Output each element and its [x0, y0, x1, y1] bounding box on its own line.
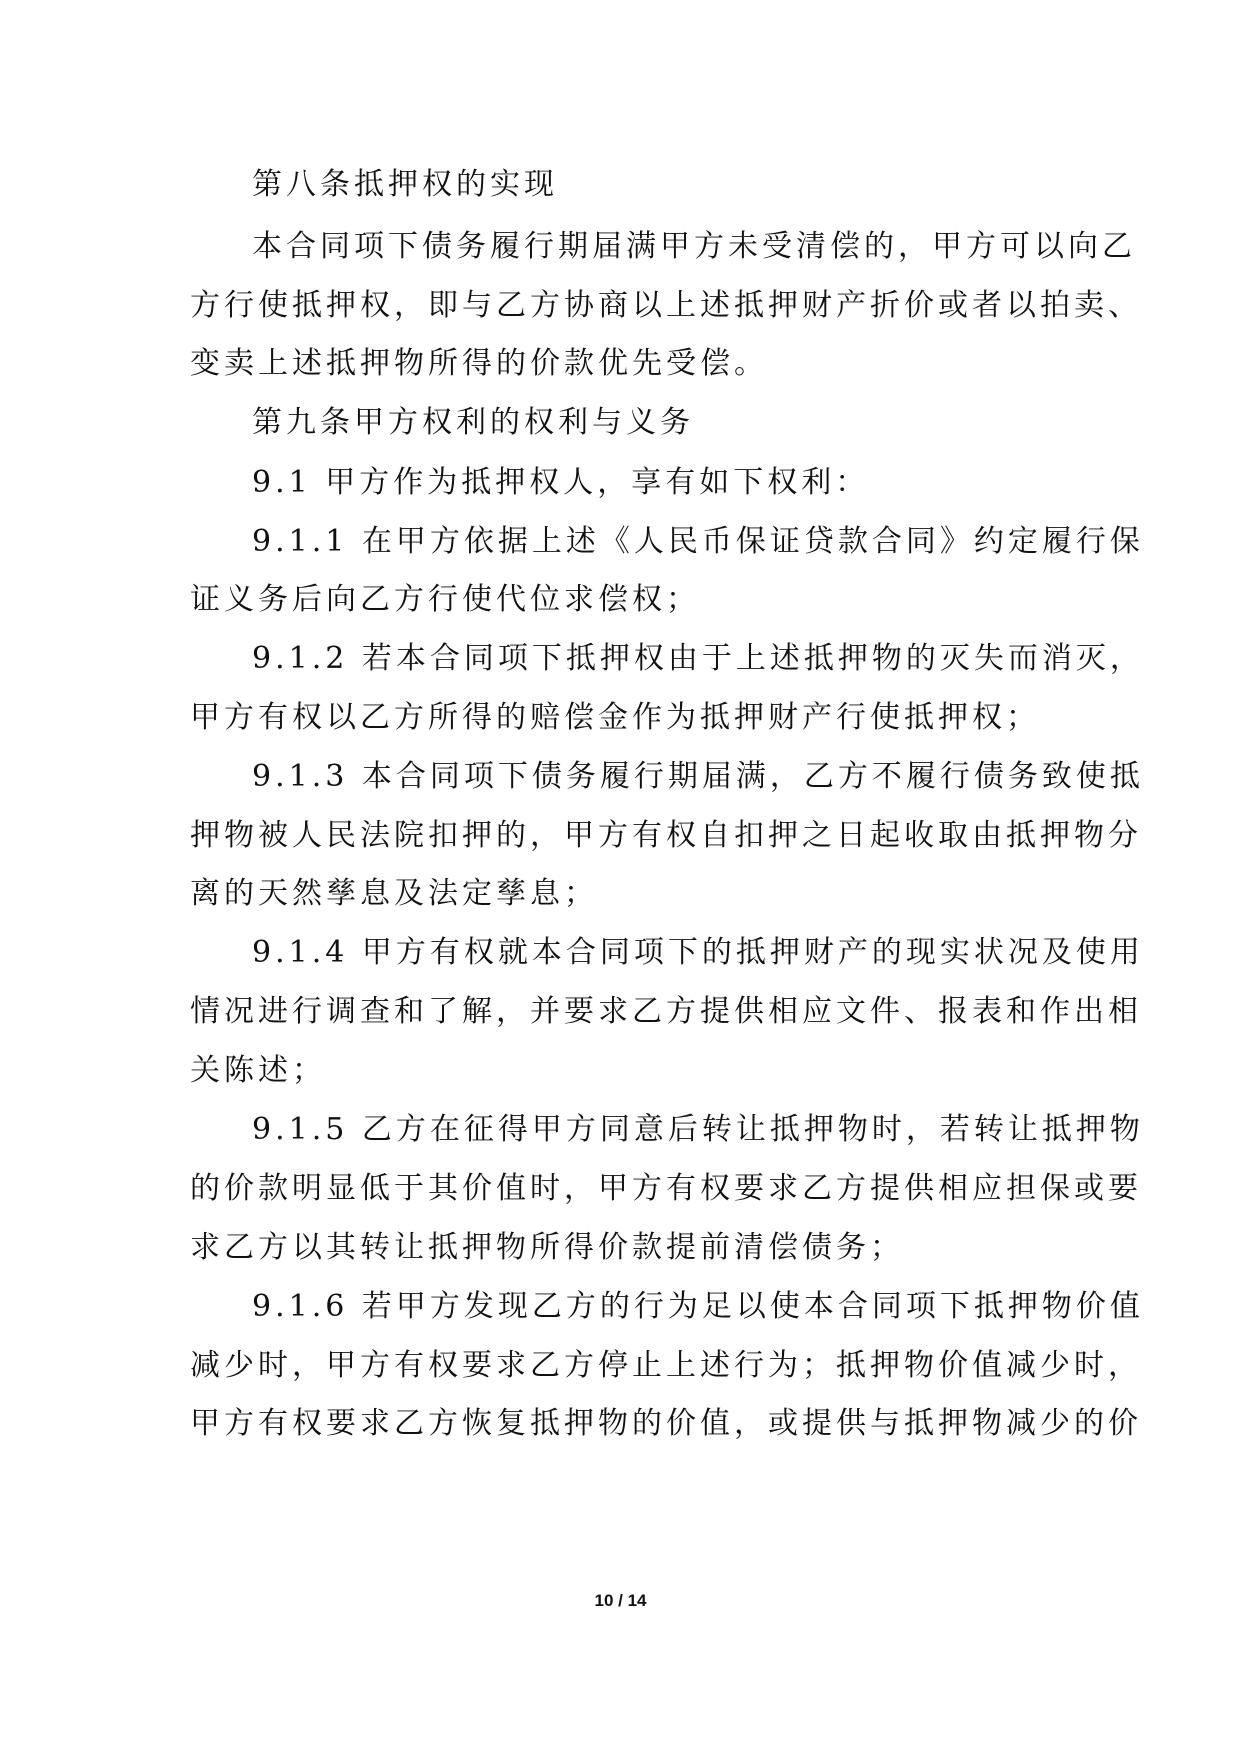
clause-9-1-4-line: 情况进行调查和了解，并要求乙方提供相应文件、报表和作出相 — [190, 994, 1142, 1029]
clause-9-1-5-line: 求乙方以其转让抵押物所得价款提前清偿债务； — [190, 1230, 904, 1265]
clause-9-1-3-line: 9.1.3 本合同项下债务履行期届满，乙方不履行债务致使抵 — [252, 759, 1144, 794]
clause-9-1-line: 9.1 甲方作为抵押权人，享有如下权利： — [252, 465, 870, 500]
article-9-heading: 第九条甲方权利的权利与义务 — [252, 405, 694, 440]
clause-9-1-4-line: 9.1.4 甲方有权就本合同项下的抵押财产的现实状况及使用 — [252, 935, 1144, 970]
clause-9-1-3-line: 离的天然孳息及法定孳息； — [190, 876, 598, 911]
paragraph-line: 变卖上述抵押物所得的价款优先受偿。 — [190, 346, 768, 381]
clause-9-1-5-line: 9.1.5 乙方在征得甲方同意后转让抵押物时，若转让抵押物 — [252, 1112, 1144, 1147]
article-8-heading: 第八条抵押权的实现 — [252, 167, 558, 202]
page-number: 10 / 14 — [594, 1591, 647, 1610]
clause-9-1-6-line: 减少时，甲方有权要求乙方停止上述行为；抵押物价值减少时， — [190, 1348, 1142, 1383]
clause-9-1-1-line: 证义务后向乙方行使代位求偿权； — [190, 582, 700, 617]
clause-9-1-6-line: 甲方有权要求乙方恢复抵押物的价值，或提供与抵押物减少的价 — [190, 1406, 1142, 1441]
clause-9-1-1-line: 9.1.1 在甲方依据上述《人民币保证贷款合同》约定履行保 — [252, 524, 1144, 559]
paragraph-line: 方行使抵押权，即与乙方协商以上述抵押财产折价或者以拍卖、 — [190, 288, 1142, 323]
clause-9-1-3-line: 押物被人民法院扣押的，甲方有权自扣押之日起收取由抵押物分 — [190, 818, 1142, 853]
clause-9-1-6-line: 9.1.6 若甲方发现乙方的行为足以使本合同项下抵押物价值 — [252, 1289, 1144, 1324]
clause-9-1-4-line: 关陈述； — [190, 1053, 326, 1088]
clause-9-1-2-line: 9.1.2 若本合同项下抵押权由于上述抵押物的灭失而消灭， — [252, 641, 1144, 676]
clause-9-1-5-line: 的价款明显低于其价值时，甲方有权要求乙方提供相应担保或要 — [190, 1171, 1142, 1206]
clause-9-1-2-line: 甲方有权以乙方所得的赔偿金作为抵押财产行使抵押权； — [190, 700, 1040, 735]
paragraph-line: 本合同项下债务履行期届满甲方未受清偿的，甲方可以向乙 — [252, 229, 1136, 264]
